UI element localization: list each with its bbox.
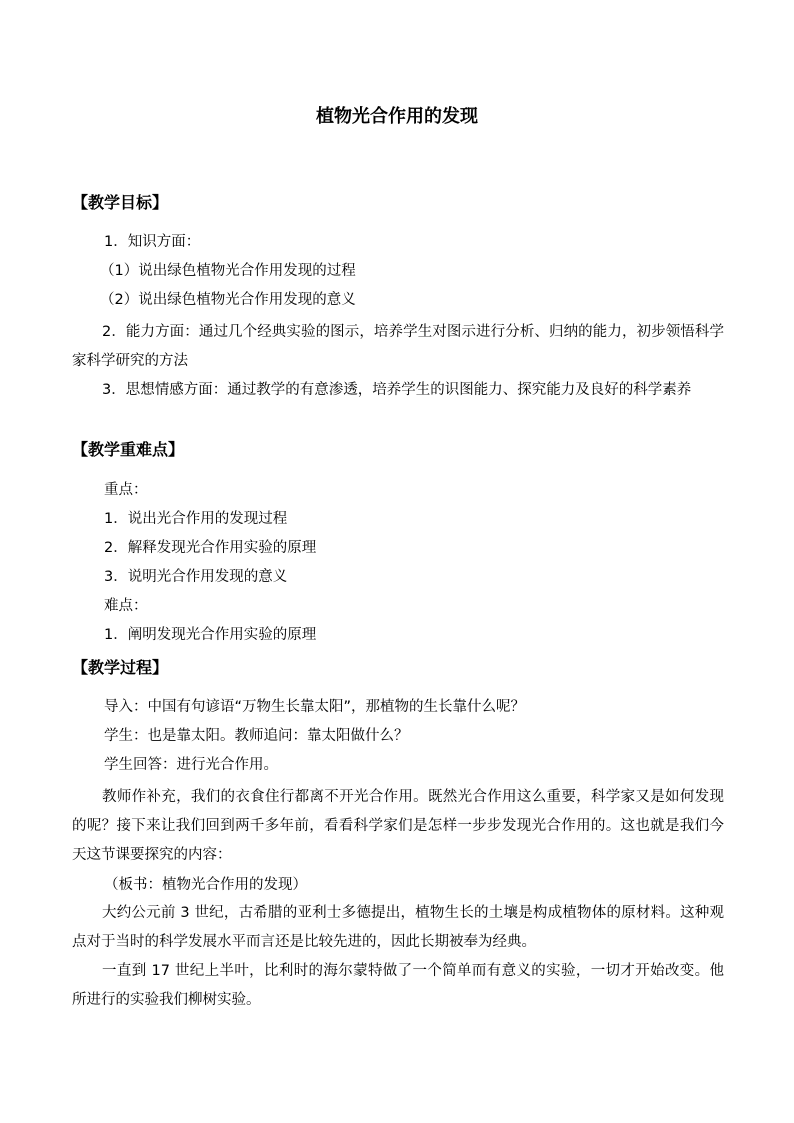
goals-ability-paragraph: 2．能力方面：通过几个经典实验的图示，培养学生对图示进行分析、归纳的能力，初步领悟科学家科学研究的方法 — [72, 324, 724, 369]
process-teacher-paragraph: 教师作补充，我们的衣食住行都离不开光合作用。既然光合作用这么重要，科学家又是如何发现的呢？接下来让我们回到两千多年前，看看科学家们是怎样一步步发现光合作用的。这也就是我们今天这节课要探究的内容： — [72, 789, 724, 863]
document-title: 植物光合作用的发现 — [316, 106, 478, 127]
section-heading-goals: 【教学目标】 — [72, 193, 169, 212]
goals-line: （2）说出绿色植物光合作用发现的意义 — [100, 292, 356, 308]
key-points-line: 3．说明光合作用发现的意义 — [104, 569, 288, 585]
process-line: 学生回答：进行光合作用。 — [104, 757, 278, 773]
process-aristotle-paragraph: 大约公元前 3 世纪，古希腊的亚利士多德提出，植物生长的土壤是构成植物体的原材料。这种观点对于当时的科学发展水平而言还是比较先进的，因此长期被奉为经典。 — [72, 905, 724, 950]
process-line: 学生：也是靠太阳。教师追问：靠太阳做什么？ — [104, 728, 409, 744]
key-points-line: 2．解释发现光合作用实验的原理 — [104, 540, 317, 556]
process-board-note: （板书：植物光合作用的发现） — [104, 877, 307, 893]
goals-emotion-paragraph: 3．思想情感方面：通过教学的有意渗透，培养学生的识图能力、探究能力及良好的科学素养 — [102, 382, 692, 398]
section-heading-key-points: 【教学重难点】 — [72, 440, 185, 459]
key-points-line: 1．阐明发现光合作用实验的原理 — [104, 627, 317, 643]
key-points-line: 难点： — [104, 598, 148, 614]
goals-line: （1）说出绿色植物光合作用发现的过程 — [100, 263, 356, 279]
section-heading-process: 【教学过程】 — [72, 658, 169, 677]
goals-line: 1．知识方面： — [104, 234, 201, 250]
process-helmont-paragraph: 一直到 17 世纪上半叶，比利时的海尔蒙特做了一个简单而有意义的实验，一切才开始改变。他所进行的实验我们柳树实验。 — [72, 963, 724, 1008]
key-points-line: 重点： — [104, 482, 148, 498]
process-line: 导入：中国有句谚语“万物生长靠太阳”，那植物的生长靠什么呢？ — [104, 699, 526, 715]
key-points-line: 1．说出光合作用的发现过程 — [104, 511, 288, 527]
